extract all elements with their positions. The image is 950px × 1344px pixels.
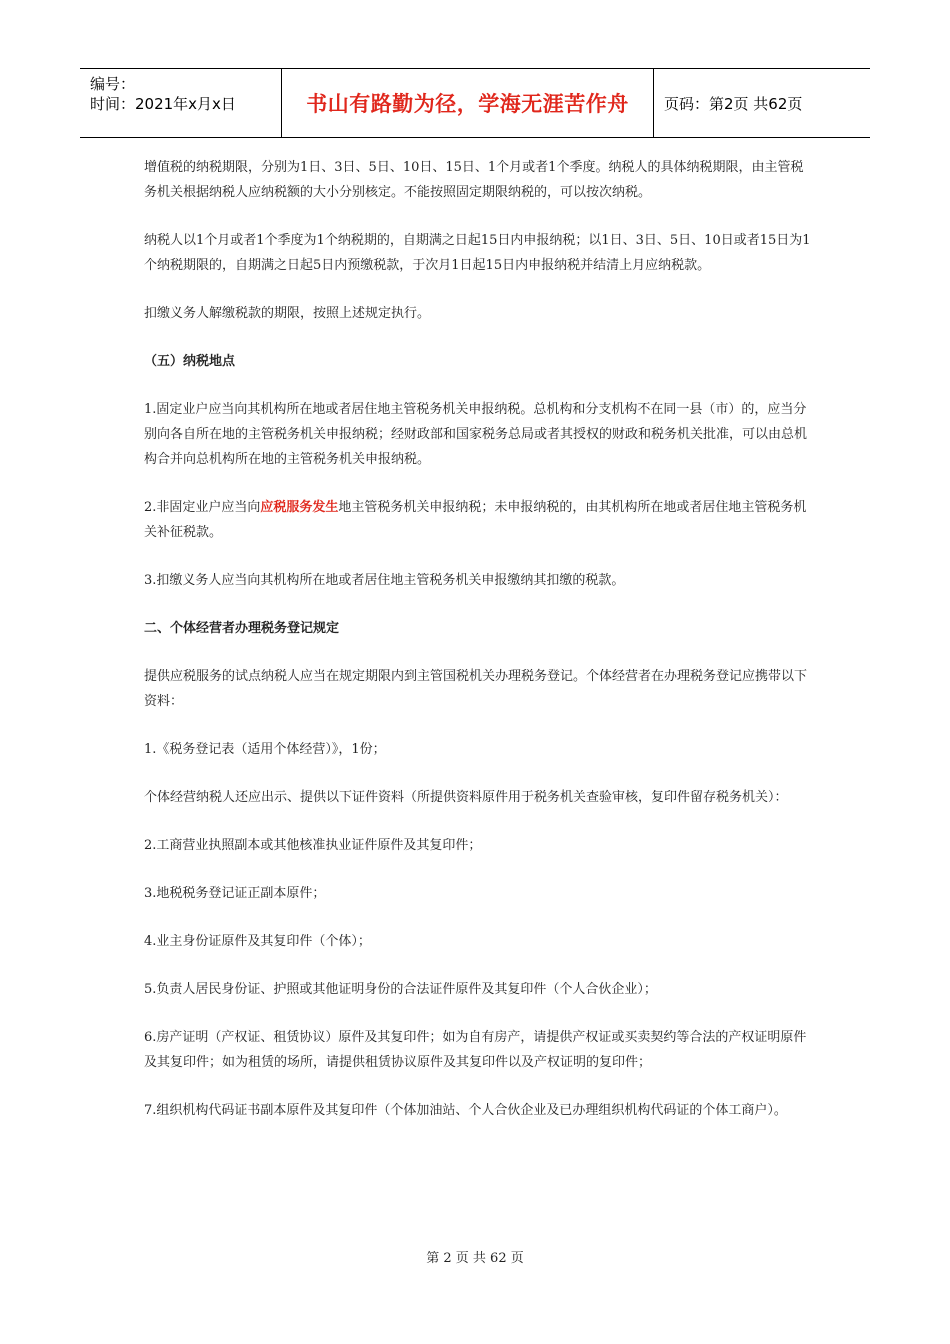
paragraph-withholding-period: 扣缴义务人解缴税款的期限，按照上述规定执行。: [144, 306, 431, 321]
nonfixed-text-after: 地主管税务机关申报纳税；未申报纳税的，由其机构所在地或者居住地主管税务机关补征税款。: [144, 500, 807, 540]
section-heading-registration: 二、个体经营者办理税务登记规定: [144, 621, 340, 636]
section-heading-tax-location: （五）纳税地点: [144, 354, 236, 369]
nonfixed-text-before: 2.非固定业户应当向: [144, 500, 261, 515]
list-item-owner-id: 4.业主身份证原件及其复印件（个体）；: [144, 934, 371, 949]
page-header: [80, 68, 870, 138]
paragraph-required-documents: 个体经营纳税人还应出示、提供以下证件资料（所提供资料原件用于税务机关查验审核，复印件留存税务机关）：: [144, 790, 788, 805]
paragraph-fixed-business: 1.固定业户应当向其机构所在地或者居住地主管税务机关申报纳税。总机构和分支机构不在同一县（市）的，应当分别向各自所在地的主管税务机关申报纳税；经财政部和国家税务总局或者其授权的财政和税务机关批准，可以由总机构合并向总机构所在地的主管税务机关申报纳税。: [144, 402, 808, 467]
document-date: 时间：2021年x月x日: [90, 95, 236, 113]
paragraph-filing-deadline: 纳税人以1个月或者1个季度为1个纳税期的，自期满之日起15日内申报纳税；以1日、3日、5日、10日或者15日为1个纳税期限的，自期满之日起5日内预缴税款，于次月1日起15日内申报纳税并结清上月应纳税款。: [144, 233, 811, 273]
list-item-business-license: 2.工商营业执照副本或其他核准执业证件原件及其复印件；: [144, 838, 482, 853]
list-item-property-proof: 6.房产证明（产权证、租赁协议）原件及其复印件；如为自有房产，请提供产权证或买卖契约等合法的产权证明原件及其复印件；如为租赁的场所，请提供租赁协议原件及其复印件以及产权证明的复印件；: [144, 1030, 807, 1070]
paragraph-withholding-agent: 3.扣缴义务人应当向其机构所在地或者居住地主管税务机关申报缴纳其扣缴的税款。: [144, 573, 625, 588]
list-item-local-tax-certificate: 3.地税税务登记证正副本原件；: [144, 886, 326, 901]
list-item-registration-form: 1.《税务登记表（适用个体经营）》，1份；: [144, 742, 386, 757]
list-item-organization-code: 7.组织机构代码证书副本原件及其复印件（个体加油站、个人合伙企业及已办理组织机构代码证的个体工商户）。: [144, 1103, 787, 1118]
paragraph-tax-period: 增值税的纳税期限，分别为1日、3日、5日、10日、15日、1个月或者1个季度。纳税人的具体纳税期限，由主管税务机关根据纳税人应纳税额的大小分别核定。不能按照固定期限纳税的，可以按次纳税。: [144, 160, 804, 200]
document-number-label: 编号：: [90, 75, 136, 93]
paragraph-registration-intro: 提供应税服务的试点纳税人应当在规定期限内到主管国税机关办理税务登记。个体经营者在办理税务登记应携带以下资料：: [144, 669, 808, 709]
document-body: [144, 155, 812, 1146]
highlighted-term: 应税服务发生: [260, 500, 339, 515]
paragraph-nonfixed-business: [144, 495, 812, 545]
list-item-responsible-person-id: 5.负责人居民身份证、护照或其他证明身份的合法证件原件及其复印件（个人合伙企业）；: [144, 982, 657, 997]
header-motto: 书山有路勤为径，学海无涯苦作舟: [282, 69, 654, 137]
header-meta-cell: [80, 69, 282, 137]
header-page-info: 页码：第2页 共62页: [664, 94, 803, 113]
page-footer: 第 2 页 共 62 页: [426, 1251, 524, 1266]
